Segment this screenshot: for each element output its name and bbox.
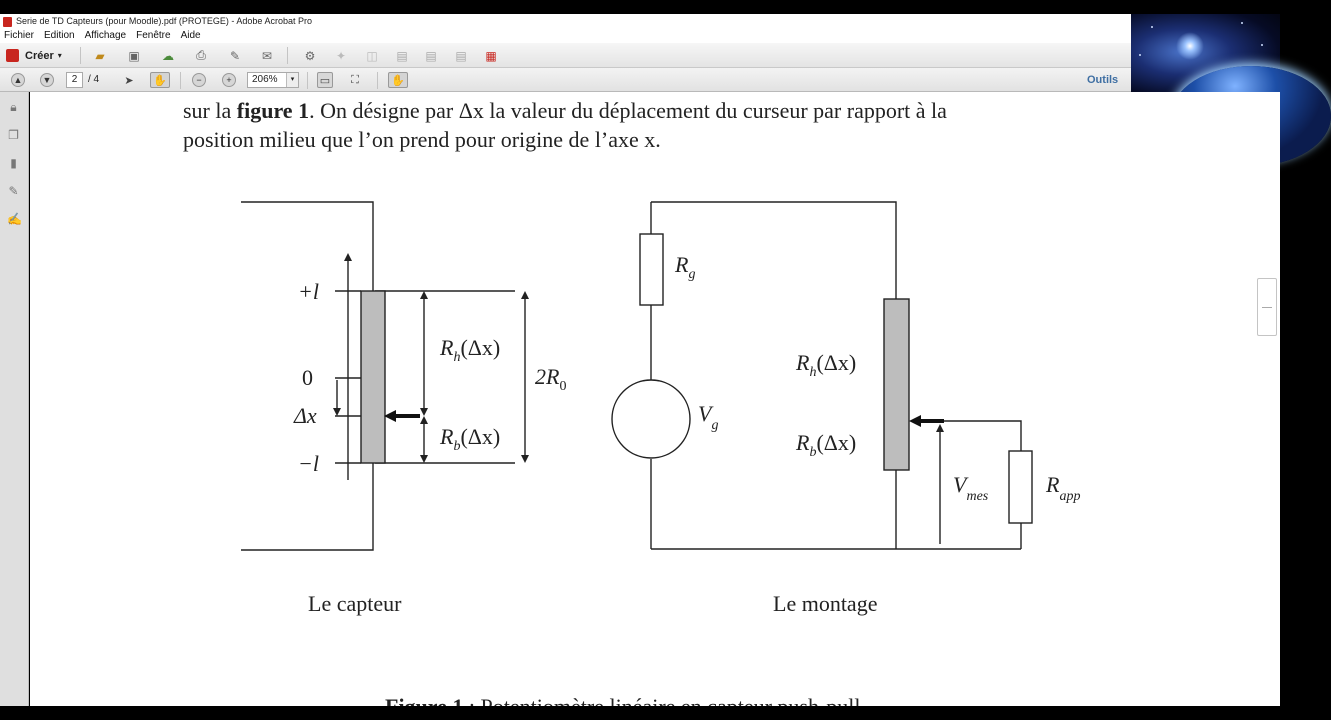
toolbar-divider: [307, 72, 308, 89]
menu-bar: [0, 29, 1131, 43]
document-icon[interactable]: ▤: [396, 48, 408, 63]
fit-page-icon[interactable]: ▭: [317, 72, 333, 88]
create-button[interactable]: [6, 47, 62, 64]
email-icon[interactable]: ✉: [261, 48, 273, 63]
label-minus-l: −l: [298, 451, 319, 476]
circuit-wire-top: [651, 202, 896, 299]
circuit-wire-wiper: [944, 421, 1021, 451]
voltage-source: [612, 380, 690, 458]
sensor-wiper-head: [384, 410, 396, 422]
menu-fenetre[interactable]: Fenêtre: [136, 30, 171, 41]
pdf-icon: [3, 17, 12, 27]
save-icon[interactable]: ▣: [128, 48, 140, 63]
label-rh-circuit: $R_h(\Delta x)$: [796, 350, 857, 380]
create-label: Créer: [25, 49, 54, 62]
next-page-icon[interactable]: ▼: [40, 73, 54, 87]
scrollbar-thumb[interactable]: [1257, 278, 1277, 336]
caption-le-montage: Le montage: [773, 591, 878, 616]
label-rapp: $R_{app}$: [1046, 472, 1081, 504]
star: [1241, 22, 1243, 24]
signature-icon[interactable]: ✍: [7, 212, 22, 226]
label-plus-l: +l: [298, 279, 319, 304]
circuit-potentiometer: [884, 299, 909, 470]
zoom-out-icon[interactable]: −: [192, 73, 206, 87]
comment-icon[interactable]: ✦: [335, 48, 347, 63]
zoom-in-icon[interactable]: +: [222, 73, 236, 87]
star: [1151, 26, 1153, 28]
label-rb-sensor: $R_b(\Delta x)$: [440, 424, 501, 454]
scrollbar-grip: [1262, 307, 1272, 308]
label-vg: $V_g$: [698, 401, 719, 433]
lock-icon[interactable]: 🔒︎: [10, 100, 17, 114]
figure-1-diagram: [30, 92, 1280, 706]
attachment-icon[interactable]: ✎: [8, 184, 19, 198]
star: [1139, 54, 1141, 56]
figure-reference: figure 1: [236, 98, 310, 123]
caption-le-capteur: Le capteur: [308, 591, 402, 616]
navigation-pane: [0, 92, 29, 706]
full-screen-icon[interactable]: ⛶: [351, 73, 359, 86]
bookmarks-icon[interactable]: ▮: [10, 156, 17, 170]
label-vmes: $V_{mes}$: [953, 472, 989, 504]
document-page: [30, 92, 1280, 706]
print-icon[interactable]: ⎙: [196, 48, 206, 62]
create-icon: [6, 49, 19, 62]
toolbar-divider: [80, 47, 81, 64]
chevron-down-icon: ▾: [57, 51, 62, 60]
toolbar-divider: [287, 47, 288, 64]
main-toolbar: [0, 43, 1131, 68]
window-titlebar: [0, 14, 1131, 29]
star: [1261, 44, 1263, 46]
zoom-select[interactable]: [247, 72, 299, 88]
toolbar-divider: [377, 72, 378, 89]
text-fragment: sur la: [183, 98, 237, 123]
label-zero: 0: [302, 365, 313, 390]
resistor-rg: [640, 234, 663, 305]
pdf-secure-icon[interactable]: ▦: [485, 48, 497, 63]
tools-button[interactable]: Outils: [1087, 74, 1119, 86]
resistor-rapp: [1009, 451, 1032, 523]
label-rb-circuit: $R_b(\Delta x)$: [796, 430, 857, 460]
open-folder-icon[interactable]: ▰: [95, 48, 105, 63]
chevron-down-icon: ▾: [286, 73, 298, 87]
page-thumbnails-icon[interactable]: ❐: [8, 128, 19, 142]
body-text-line-2: position milieu que l’on prend pour origine de l’axe x.: [183, 127, 661, 152]
document-share-icon[interactable]: ▤: [455, 48, 467, 63]
window-title: Serie de TD Capteurs (pour Moodle).pdf (PROTEGE) - Adobe Acrobat Pro: [16, 16, 312, 26]
menu-fichier[interactable]: Fichier: [4, 30, 35, 41]
hand-tool-icon[interactable]: ✋: [150, 72, 170, 88]
document-export-icon[interactable]: ▤: [425, 48, 437, 63]
webcam-overlay-image: [1131, 14, 1280, 98]
chat-icon[interactable]: ◫: [366, 48, 378, 63]
circuit-wiper-head: [909, 415, 921, 427]
zoom-value: 206%: [252, 74, 278, 85]
top-black-bar: [0, 0, 1280, 14]
reading-mode-icon[interactable]: ✋: [388, 72, 408, 88]
settings-icon[interactable]: ⚙: [304, 48, 316, 63]
bottom-black-bar: [0, 706, 1280, 720]
label-delta-x: Δx: [294, 403, 317, 428]
menu-edition[interactable]: Edition: [44, 30, 75, 41]
light-flare: [1176, 32, 1204, 60]
text-fragment: . On désigne par Δx la valeur du déplacement du curseur par rapport à la: [309, 98, 947, 123]
select-cursor-icon[interactable]: ➤: [124, 74, 134, 87]
navigation-toolbar: [0, 68, 1280, 92]
sensor-resistive-track: [361, 291, 385, 463]
toolbar-divider: [180, 72, 181, 89]
label-2r0: $2R_0$: [535, 364, 567, 394]
cloud-upload-icon[interactable]: ☁: [162, 48, 174, 63]
label-rh-sensor: $R_h(\Delta x)$: [440, 335, 501, 365]
menu-aide[interactable]: Aide: [180, 30, 201, 41]
previous-page-icon[interactable]: ▲: [11, 73, 25, 87]
page-total: / 4: [88, 74, 100, 85]
menu-affichage[interactable]: Affichage: [84, 30, 127, 41]
label-rg: $R_g$: [675, 252, 696, 282]
edit-icon[interactable]: ✎: [229, 48, 241, 63]
page-number-input[interactable]: 2: [66, 72, 83, 88]
